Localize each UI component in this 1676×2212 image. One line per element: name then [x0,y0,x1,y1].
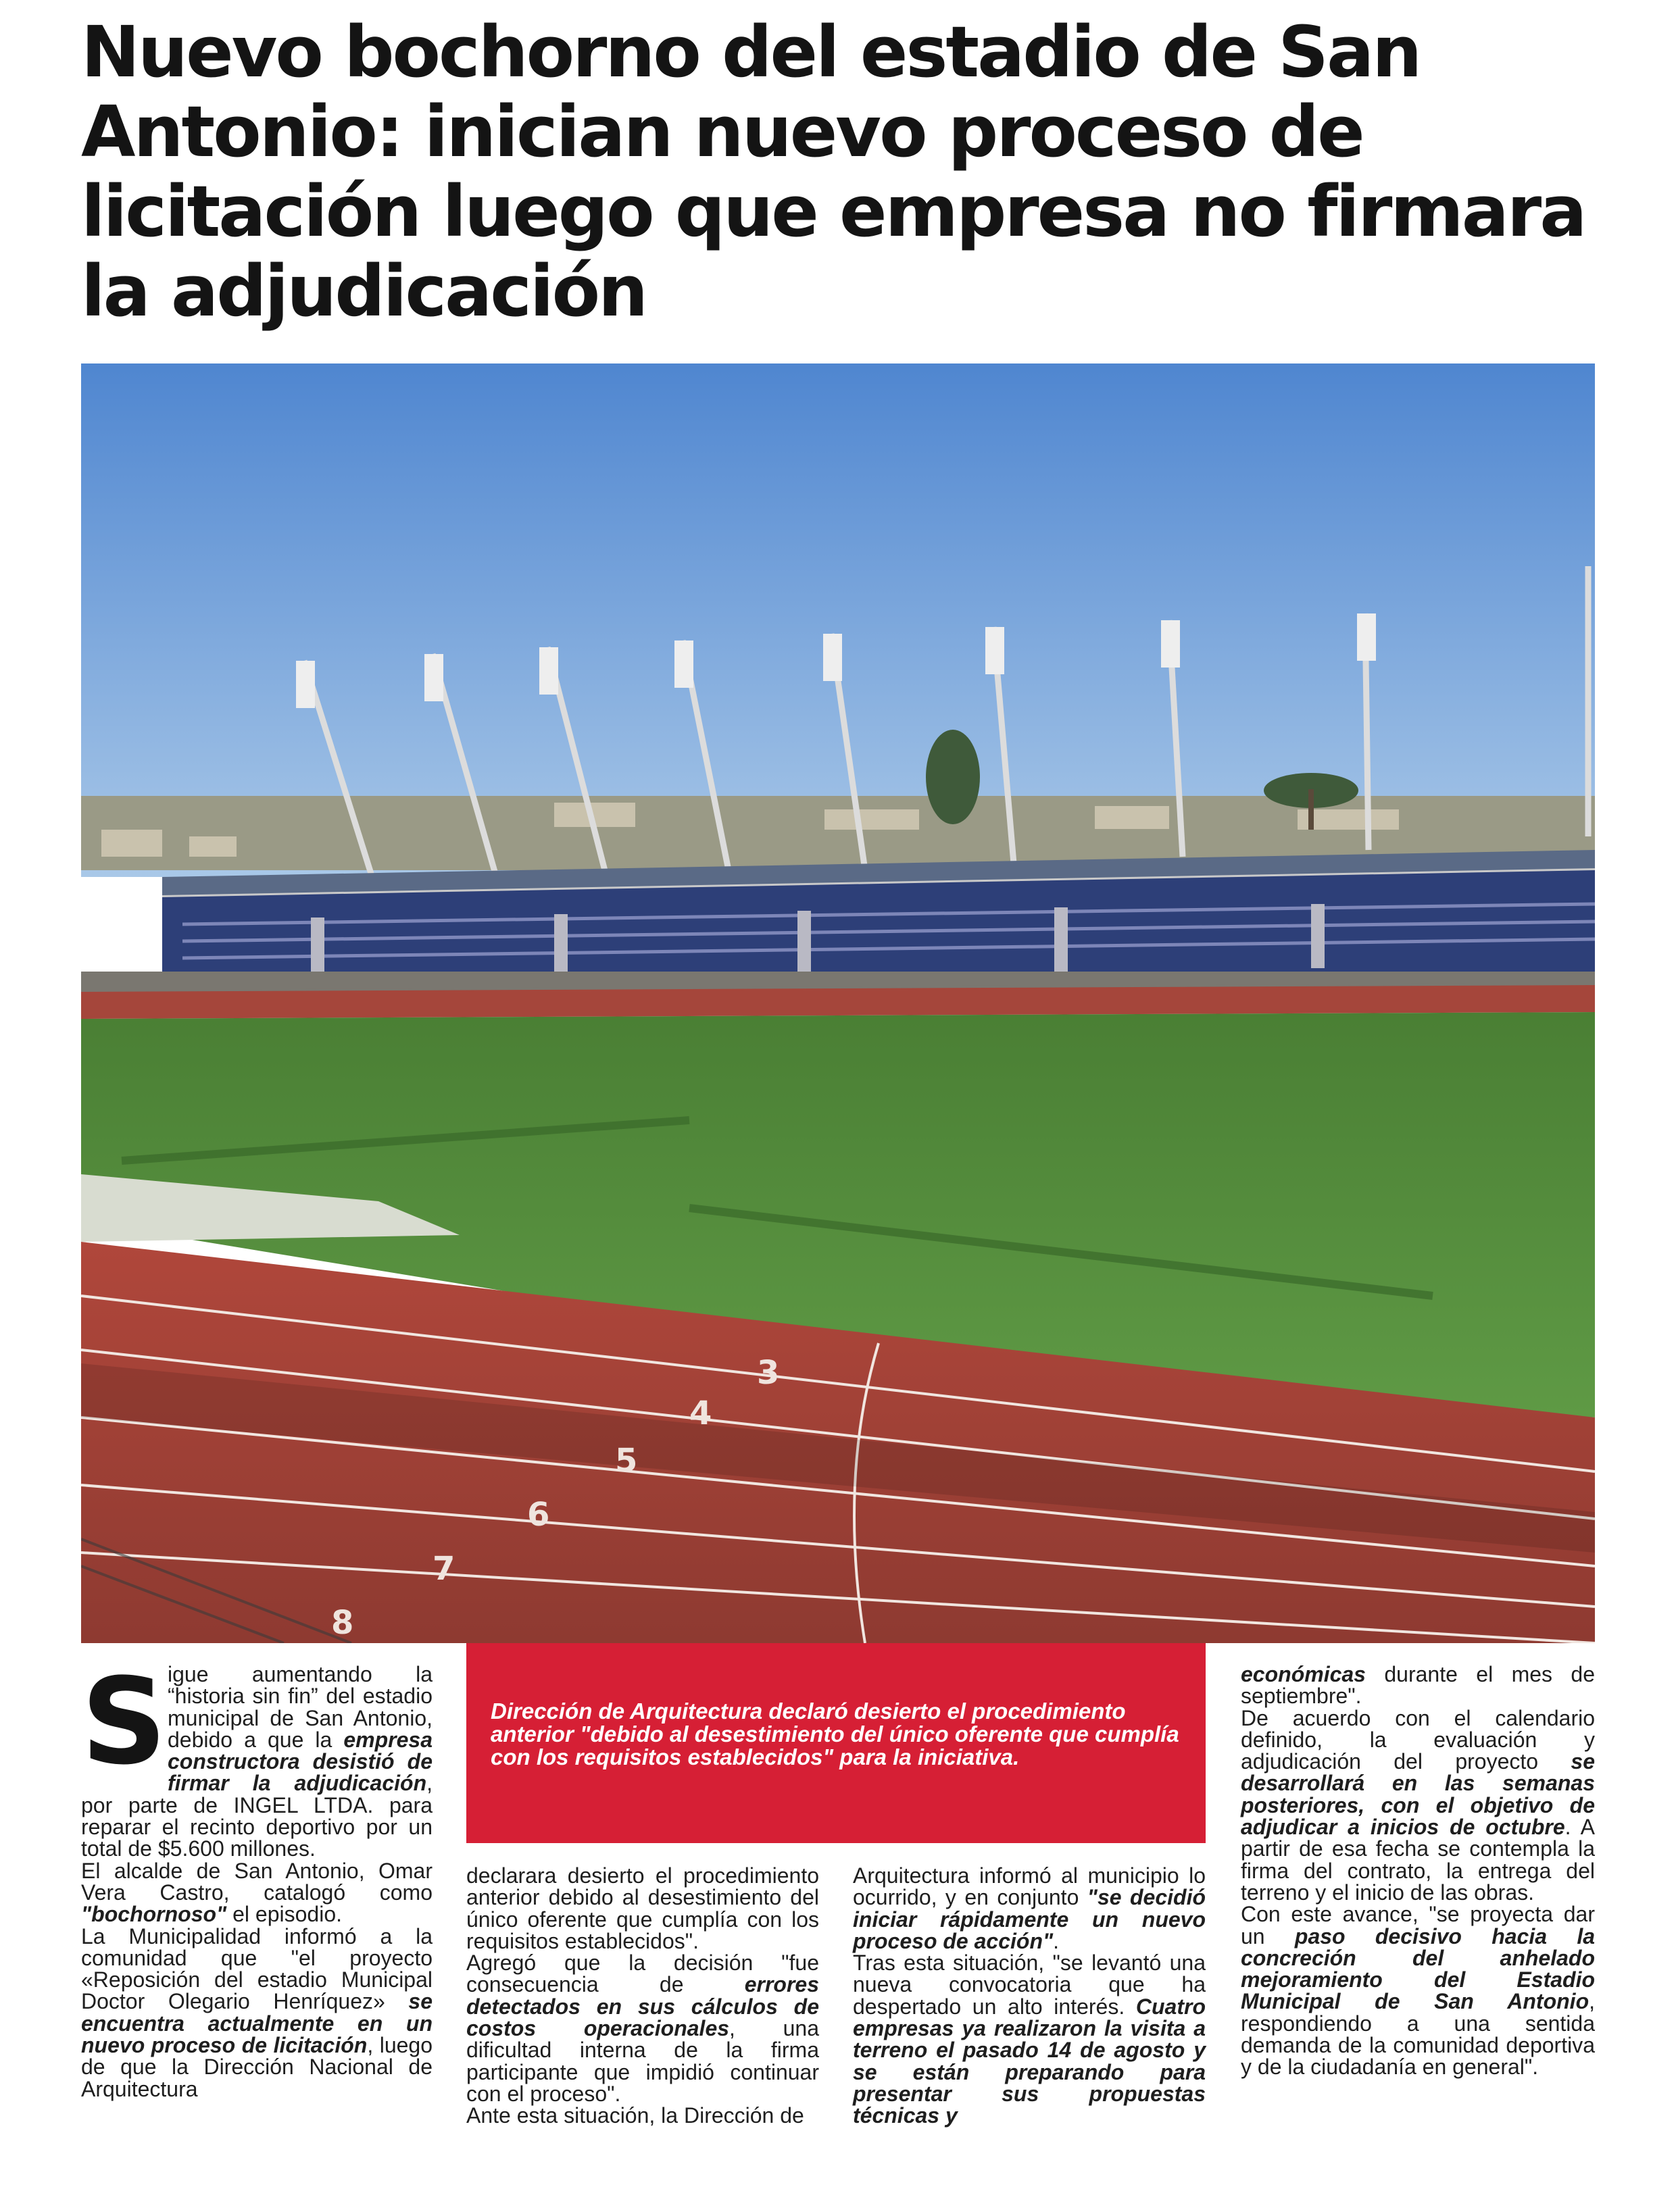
pull-quote-text: Dirección de Arquitectura declaró desierto el procedimiento anterior "debido al desestimiento del único oferente que cumplía con los requisitos establecidos" para la iniciativa. [491,1699,1179,1769]
lane-number-4: 4 [689,1394,712,1432]
column-3 [853,1865,1206,2127]
paragraph: igue aumentando la “historia sin fin” del estadio municipal de San Antonio, debido a que la empresa constructora desistió de firmar la adjudicación, por parte de INGEL LTDA. para reparar el recinto deportivo por un total de $5.600 millones. [81,1662,433,1861]
article-headline: Nuevo bochorno del estadio de San Antonio: inician nuevo proceso de licitación luego que empresa no firmara la adjudicación [81,11,1585,332]
lane-number-5: 5 [615,1442,638,1480]
drop-cap: S [81,1653,167,1791]
paragraph: La Municipalidad informó a la comunidad que "el proyecto «Reposición del estadio Municipal Doctor Olegario Henríquez» se encuentra actualmente en un nuevo proceso de licitación, luego de que la Dirección Nacional de Arquitectura [81,1924,433,2101]
stadium-photo [81,363,1595,1643]
lane-number-8: 8 [331,1604,354,1642]
stadium-illustration [81,363,1595,1643]
column-2 [466,1865,819,2127]
paragraph: Con este avance, "se proyecta dar un paso decisivo hacia la concreción del anhelado mejoramiento del Estadio Municipal de San Antonio, respondiendo a una sentida demanda de la comunidad deportiva y de la ciudadanía en general". [1241,1902,1596,2080]
lane-number-6: 6 [527,1496,550,1534]
paragraph: Ante esta situación, la Dirección de [466,2103,804,2128]
column-1 [81,1653,433,2101]
pull-quote-box [466,1643,1206,1843]
paragraph: De acuerdo con el calendario definido, la evaluación y adjudicación del proyecto se desarrollará en las semanas posteriores, con el objetivo de adjudicar a inicios de octubre. A partir de esa fecha se contempla la firma del contrato, la entrega del terreno y el inicio de las obras. [1241,1705,1596,1905]
paragraph: Tras esta situación, "se levantó una nueva convocatoria que ha despertado un alto interés. Cuatro empresas ya realizaron la visita a terreno el pasado 14 de agosto y se están preparando para presentar sus propuestas técnicas y [853,1951,1206,2128]
paragraph: El alcalde de San Antonio, Omar Vera Castro, catalogó como "bochornoso" el episodio. [81,1858,433,1927]
paragraph: Agregó que la decisión "fue consecuencia de errores detectados en sus cálculos de costos operacionales, una dificultad interna de la firma participante que impidió continuar con el proceso". [466,1951,819,2106]
column-4 [1241,1663,1595,2078]
lane-number-7: 7 [433,1550,455,1588]
paragraph: económicas durante el mes de septiembre". [1241,1662,1595,1709]
lane-number-3: 3 [757,1354,780,1392]
paragraph: declarara desierto el procedimiento anterior debido al desestimiento del único oferente que cumplía con los requisitos establecidos". [466,1863,819,1953]
paragraph: Arquitectura informó al municipio lo ocurrido, y en conjunto "se decidió iniciar rápidamente un nuevo proceso de acción". [853,1863,1206,1953]
